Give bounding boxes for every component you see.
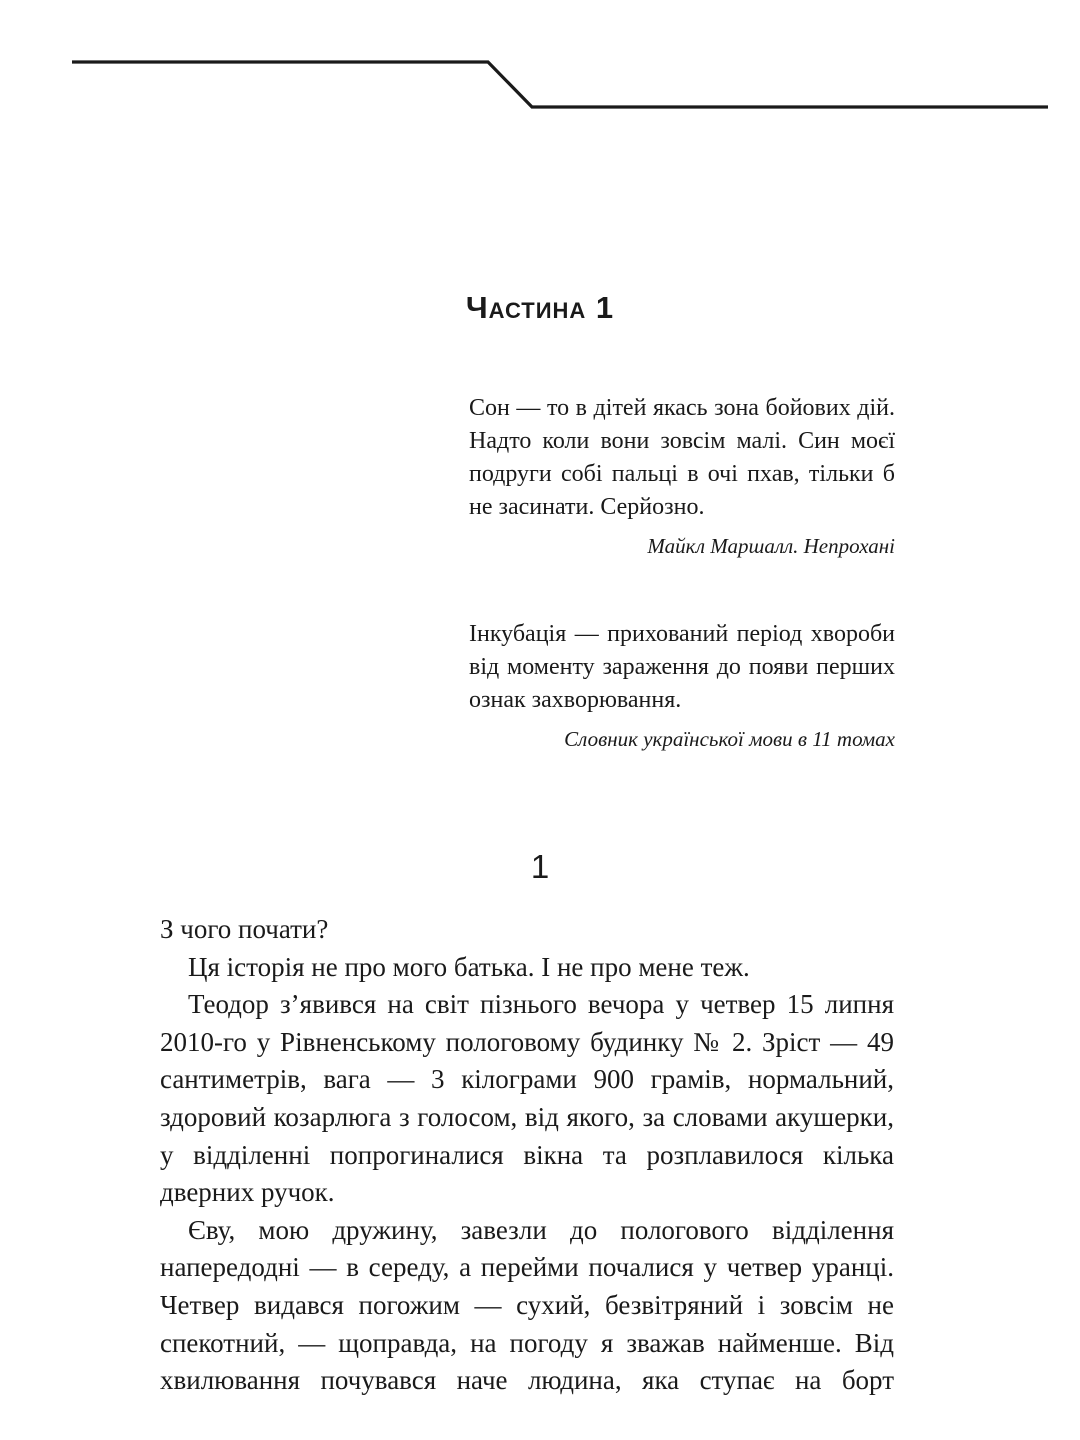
- epigraph: [469, 618, 895, 752]
- paragraph: Теодор з’явився на світ пізнього вечора у четвер 15 липня 2010-го у Рівненському пологовому будинку № 2. Зріст — 49 сантиметрів, вага — 3 кілограми 900 грамів, нормальний, здоровий козарлюга з голосом, від якого, за словами акушерки, у відділенні попрогиналися вікна та розплавилося кілька дверних ручок.: [160, 989, 894, 1208]
- chapter-body: [160, 911, 894, 1400]
- epigraph-source: Майкл Маршалл. Непрохані: [647, 534, 895, 558]
- epigraph: [469, 392, 895, 559]
- epigraph-source: Словник української мови в 11 томах: [564, 727, 895, 751]
- header-rule: [0, 0, 1080, 130]
- paragraph: Ця історія не про мого батька. І не про мене теж.: [188, 951, 750, 982]
- epigraph-quote: Інкубація — прихований період хвороби від моменту зараження до появи перших ознак захворювання.: [469, 621, 895, 713]
- paragraph: Єву, мою дружину, завезли до пологового відділення напередодні — в середу, а перейми почалися у четвер уранці. Четвер видався погожим — сухий, безвітряний і зовсім не спекотний, — щоправда, на погоду я зважав найменше. Від хвилювання почувався наче людина, яка ступає на борт: [160, 1214, 894, 1396]
- paragraph: З чого почати?: [160, 914, 329, 944]
- epigraph-quote: Сон — то в дітей якась зона бойових дій. Надто коли вони зовсім малі. Син моєї подруги собі пальці в очі пхав, тільки б не засинати. Серйозно.: [469, 395, 895, 520]
- part-title: Частина 1: [465, 290, 615, 325]
- chapter-number: 1: [530, 848, 550, 885]
